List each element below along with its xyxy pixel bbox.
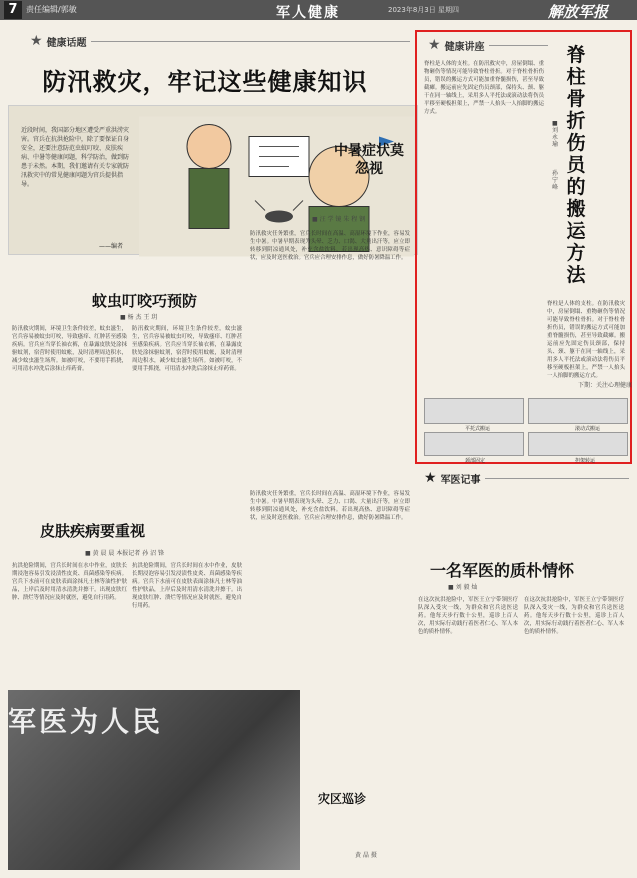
rescue-caption-3: 颈部固定 — [465, 458, 486, 464]
rescue-caption-4: 担架转运 — [575, 458, 596, 464]
heatstroke-article-body: 防汛救灾任务繁重，官兵长时间在高温、高湿环境下作业，容易发生中暑。中暑早期表现为头晕、乏力、口渴、大量出汗等，应立即转移到阴凉通风处，补充含盐饮料。若出现高热、意识障碍等症状，应及时送医救治。官兵应合理安排作息，做好防暑降温工作。 — [250, 231, 410, 261]
rescue-caption-2: 滚动式搬运 — [575, 426, 601, 432]
medic-article-byline: ■ 刘 毅 灿 — [448, 584, 478, 591]
intro-text: 近段时间，我国部分地区遭受严重洪涝灾害。官兵在抗洪抢险中，除了要保证自身安全，还要注意防范虫蚊叮咬、皮肤疾病、中暑等健康问题，科学防治，做到防患于未然。本期，我们邀请有关专家就防汛救灾中的常见健康问题为官兵提供指导。 — [21, 127, 130, 188]
disaster-byline: 黄 晶 摄 — [355, 852, 377, 859]
rescue-caption-1: 平托式搬运 — [465, 426, 491, 432]
rescue-figure-3 — [424, 432, 524, 456]
rescue-figure-2 — [528, 398, 628, 424]
star-icon: ★ — [30, 33, 43, 49]
spine-article-note: 下期：关注心理健康 — [578, 382, 633, 389]
spine-article-byline-2: 孙 宁 峰 — [552, 170, 559, 191]
health-topic-header — [30, 33, 410, 49]
rescue-figure-4 — [528, 432, 628, 456]
section-title: 军人健康 — [276, 5, 340, 21]
health-topic-label: 健康话题 — [46, 37, 87, 49]
mosquito-article-body-1: 防汛救灾期间，环境卫生条件较差，蚊虫滋生，官兵容易被蚊虫叮咬，导致瘙痒、红肿甚至感染疾病。官兵应当穿长袖衣裤，在暴露皮肤处涂抹驱蚊剂，宿营时使用蚊帐，及时清理周边积水，减少蚊虫滋生场所。如被叮咬，不要用手抓挠，可用清水冲洗后涂抹止痒药膏。 — [12, 326, 127, 372]
medic-article-body-2: 在这次抗洪抢险中，军医王立宁带领医疗队深入受灾一线，为群众和官兵送医送药。他每天步行数十公里，巡诊上百人次，用实际行动践行着医者仁心、军人本色的质朴情怀。 — [524, 597, 624, 635]
skin-article-title: 皮肤疾病要重视 — [40, 522, 146, 540]
heatstroke-article-title: 中暑症状莫忽视 — [334, 143, 404, 177]
medic-photo — [8, 690, 300, 870]
disaster-title: 灾区巡诊 — [318, 792, 367, 806]
medic-section-label: 军医记事 — [440, 474, 481, 486]
skin-article-body-1: 抗洪抢险期间，官兵长时间在水中作业，皮肤长期浸泡容易引发浸渍性皮炎、真菌感染等疾病。官兵下水前可在皮肤表面涂抹凡士林等油性护肤品，上岸后及时用清水清洗并擦干。出现皮肤红肿、溃烂等情况应及时就医，避免自行用药。 — [12, 563, 127, 601]
issue-date: 2023年8月3日 星期四 — [388, 6, 459, 14]
heatstroke-article-byline: ■ 汪 学 镜 朱 程 钢 — [312, 216, 366, 223]
medic-section-header — [424, 470, 629, 486]
header-rule — [489, 45, 548, 46]
header-rule — [485, 478, 629, 479]
skin-article-body-2: 抗洪抢险期间，官兵长时间在水中作业，皮肤长期浸泡容易引发浸渍性皮炎、真菌感染等疾病。官兵下水前可在皮肤表面涂抹凡士林等油性护肤品，上岸后及时用清水清洗并擦干。出现皮肤红肿、溃烂等情况应及时就医，避免自行用药。 — [132, 563, 242, 609]
health-lecture-label: 健康讲座 — [444, 41, 485, 53]
intro-author: ——编者 — [99, 243, 124, 250]
medic-article-title: 一名军医的质朴情怀 — [430, 561, 575, 580]
mosquito-article-body-2: 防汛救灾期间，环境卫生条件较差，蚊虫滋生，官兵容易被蚊虫叮咬，导致瘙痒、红肿甚至感染疾病。官兵应当穿长袖衣裤，在暴露皮肤处涂抹驱蚊剂，宿营时使用蚊帐，及时清理周边积水，减少蚊虫滋生场所。如被叮咬，不要用手抓挠，可用清水冲洗后涂抹止痒药膏。 — [132, 326, 242, 372]
main-headline: 防汛救灾，牢记这些健康知识 — [42, 68, 368, 96]
page-header-bar — [0, 0, 637, 20]
page-number: 7 — [4, 1, 22, 19]
rescue-figure-1 — [424, 398, 524, 424]
skin-article-byline: ■ 黄 晨 晨 本报记者 孙 沼 锋 — [85, 550, 165, 557]
spine-article-body-2: 脊柱是人体的支柱。在防汛救灾中，房屋倒塌、重物砸伤等情况可能导致脊柱骨折。对于脊柱骨折伤员，错误的搬运方式可能加重脊髓损伤，甚至导致截瘫。搬运前应先固定伤员颈部，保持头、颈、躯干在同一轴线上，采用多人平托法或滚动法将伤员平移至硬板担架上，严禁一人抬头一人抬脚的搬运方式。 — [547, 301, 625, 379]
spine-article-byline-1: ■ 刘 永 瑜 — [552, 120, 559, 148]
newspaper-masthead: 解放军报 — [548, 3, 609, 21]
spine-article-body-1: 脊柱是人体的支柱。在防汛救灾中，房屋倒塌、重物砸伤等情况可能导致脊柱骨折。对于脊柱骨折伤员，错误的搬运方式可能加重脊髓损伤，甚至导致截瘫。搬运前应先固定伤员颈部，保持头、颈、躯干在同一轴线上，采用多人平托法或滚动法将伤员平移至硬板担架上，严禁一人抬头一人抬脚的搬运方式。 — [424, 61, 544, 115]
heatstroke-article-body-continued: 防汛救灾任务繁重，官兵长时间在高温、高湿环境下作业，容易发生中暑。中暑早期表现为头晕、乏力、口渴、大量出汗等，应立即转移到阴凉通风处，补充含盐饮料。若出现高热、意识障碍等症状，应及时送医救治。官兵应合理安排作息，做好防暑降温工作。 — [250, 491, 410, 521]
star-icon: ★ — [428, 37, 441, 53]
photo-caption-overlay: 军医为人民 — [8, 705, 164, 738]
editor-credit: 责任编辑/郭敏 — [26, 5, 77, 14]
mosquito-article-byline: ■ 杨 杰 王 玥 — [120, 314, 158, 321]
health-lecture-header — [428, 37, 548, 53]
medic-article-body-1: 在这次抗洪抢险中，军医王立宁带领医疗队深入受灾一线，为群众和官兵送医送药。他每天步行数十公里，巡诊上百人次，用实际行动践行着医者仁心、军人本色的质朴情怀。 — [418, 597, 518, 635]
spine-article-title: 脊柱骨折伤员的搬运方法 — [566, 44, 586, 286]
mosquito-article-title: 蚊虫叮咬巧预防 — [92, 292, 198, 310]
star-icon: ★ — [424, 470, 437, 486]
header-rule — [91, 41, 410, 42]
